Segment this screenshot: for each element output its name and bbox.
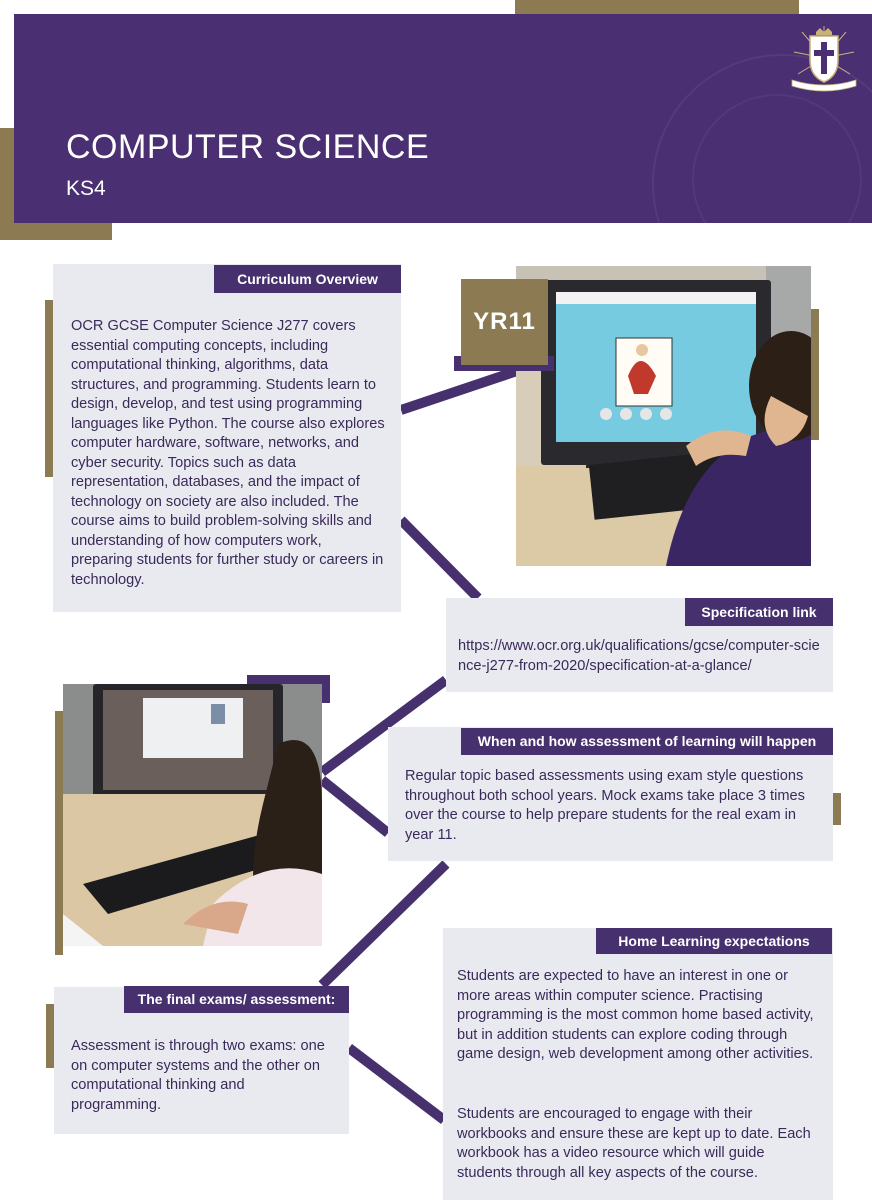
gold-accent — [45, 300, 53, 477]
page-title: COMPUTER SCIENCE — [66, 128, 430, 166]
year-badge: YR11 — [461, 279, 548, 365]
final-exams-heading: The final exams/ assessment: — [124, 986, 349, 1013]
assessment-text: Regular topic based assessments using exam style questions throughout both school years. Mock exams take place 3 times over the course to help prepare students for the real exam in year 11. — [405, 768, 805, 843]
gold-accent — [833, 793, 841, 825]
home-learning-paragraph-1: Students are expected to have an interest in one or more areas within computer science. Practising programming is the most common home based activity, but in addition students can explore coding through game design, web development among other activities. — [457, 968, 814, 1062]
gold-accent — [55, 711, 63, 955]
specification-heading: Specification link — [685, 598, 833, 626]
assessment-heading: When and how assessment of learning will happen — [461, 728, 833, 755]
home-learning-heading: Home Learning expectations — [596, 928, 832, 954]
gold-accent — [46, 1004, 54, 1068]
curriculum-text: OCR GCSE Computer Science J277 covers essential computing concepts, including computational thinking, algorithms, data structures, and programming. Students learn to design, develop, and test using programming languages like Python. The course also explores computer hardware, software, networks, and cyber security. Topics such as data representation, databases, and the impact of technology on society are also included. The course aims to build problem-solving skills and understanding of how computers work, preparing students for further study or careers in technology. — [71, 318, 385, 588]
specification-link[interactable]: https://www.ocr.org.uk/qualifications/gcse/computer-science-j277-from-2020/specification-at-a-glance/ — [458, 638, 820, 674]
page-subtitle: KS4 — [66, 177, 106, 200]
curriculum-heading: Curriculum Overview — [214, 265, 401, 293]
gold-accent — [811, 309, 819, 440]
student-computer-photo — [516, 266, 811, 566]
home-learning-paragraph-2: Students are encouraged to engage with their workbooks and ensure these are kept up to date. Each workbook has a video resource which will guide students through all key aspects of the course. — [457, 1106, 811, 1181]
student-keyboard-photo — [63, 684, 322, 946]
final-exams-text: Assessment is through two exams: one on computer systems and the other on computational thinking and programming. — [71, 1038, 325, 1113]
